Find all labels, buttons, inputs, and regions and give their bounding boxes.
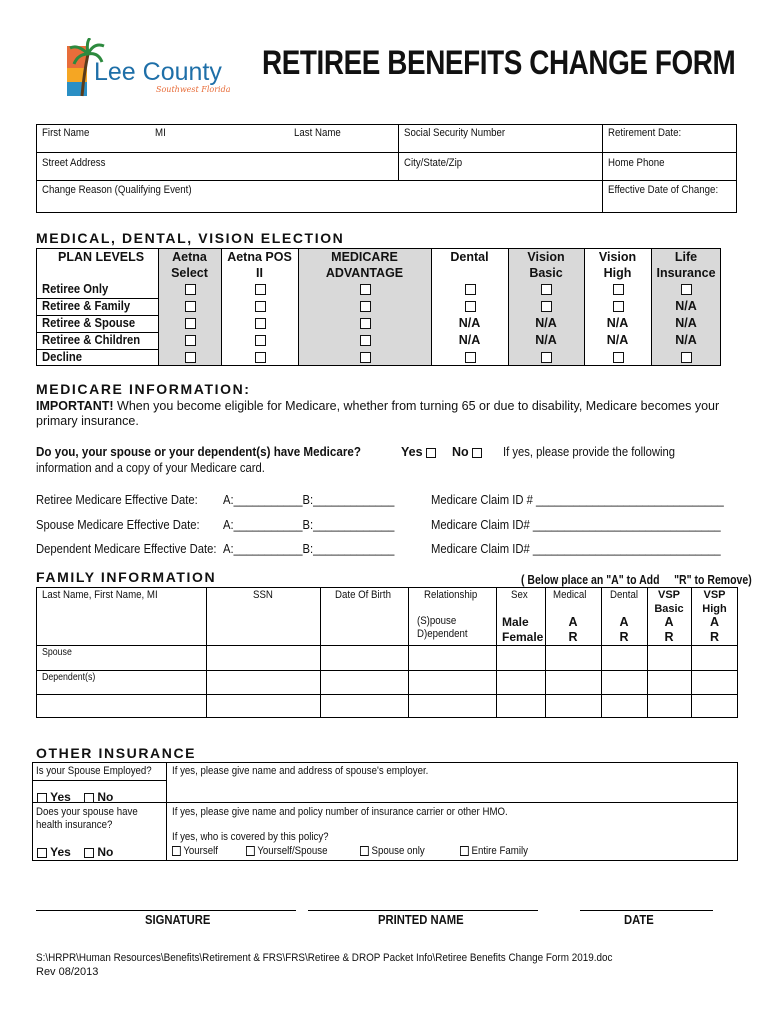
- carrier-detail[interactable]: If yes, please give name and policy number of insurance carrier or other HMO.: [172, 806, 508, 818]
- checkbox-icon: [37, 848, 47, 858]
- col-vsp-basic: VSP Basic: [654, 589, 684, 615]
- printed-name-label: PRINTED NAME: [378, 913, 464, 927]
- na-cell: N/A: [458, 333, 481, 347]
- plan-checkbox[interactable]: [613, 301, 624, 312]
- dental-add-remove: A R: [619, 615, 629, 644]
- plan-checkbox[interactable]: [541, 352, 552, 363]
- plan-checkbox[interactable]: [681, 284, 692, 295]
- vsp-basic-add-remove: A R: [664, 615, 674, 644]
- col-vision-basic: Vision Basic: [527, 250, 565, 280]
- plan-checkbox[interactable]: [681, 352, 692, 363]
- na-cell: N/A: [535, 333, 557, 347]
- plan-checkbox[interactable]: [541, 301, 552, 312]
- retirement-date-field[interactable]: Retirement Date:: [608, 127, 682, 139]
- plan-checkbox[interactable]: [255, 335, 266, 346]
- family-table: [36, 587, 738, 718]
- last-name-field[interactable]: Last Name: [294, 127, 341, 139]
- spouse-health-yes[interactable]: Yes: [37, 845, 71, 859]
- signature-label: SIGNATURE: [145, 913, 211, 927]
- row-retiree-children: Retiree & Children: [42, 333, 141, 347]
- col-dob: Date Of Birth: [335, 589, 391, 601]
- medical-election-heading: MEDICAL, DENTAL, VISION ELECTION: [36, 230, 345, 246]
- retiree-medicare-claim[interactable]: Medicare Claim ID # ______________________________: [431, 493, 724, 507]
- family-note: ( Below place an "A" to Add "R" to Remove): [521, 573, 752, 587]
- dependent-medicare-dates[interactable]: A:___________B:_____________: [223, 542, 395, 556]
- checkbox-icon: [37, 793, 47, 803]
- checkbox-icon: [460, 846, 469, 856]
- opt-spouse-only[interactable]: Spouse only: [360, 845, 425, 857]
- spouse-employed-no[interactable]: No: [84, 790, 113, 804]
- checkbox-icon: [426, 448, 436, 458]
- opt-yourself[interactable]: Yourself: [172, 845, 218, 857]
- row-dependents[interactable]: Dependent(s): [42, 672, 96, 683]
- family-heading: FAMILY INFORMATION: [36, 569, 217, 585]
- plan-checkbox[interactable]: [255, 352, 266, 363]
- plan-checkbox[interactable]: [185, 335, 196, 346]
- rel-dependent: D)ependent: [417, 628, 468, 640]
- row-retiree-spouse: Retiree & Spouse: [42, 316, 136, 330]
- col-vsp-high: VSP High: [702, 589, 727, 615]
- city-state-zip-field[interactable]: City/State/Zip: [404, 157, 463, 169]
- form-title: RETIREE BENEFITS CHANGE FORM: [262, 44, 736, 82]
- medicare-no-option[interactable]: No: [452, 445, 482, 459]
- plan-checkbox[interactable]: [185, 318, 196, 329]
- plan-checkbox[interactable]: [465, 301, 476, 312]
- checkbox-icon: [472, 448, 482, 458]
- plan-checkbox[interactable]: [465, 284, 476, 295]
- row-retiree-family: Retiree & Family: [42, 299, 131, 313]
- spouse-employed-question: Is your Spouse Employed?: [36, 765, 152, 777]
- na-cell: N/A: [606, 333, 629, 347]
- logo-tagline: Southwest Florida: [156, 85, 231, 94]
- plan-checkbox[interactable]: [185, 284, 196, 295]
- checkbox-icon: [84, 793, 94, 803]
- medicare-yes-option[interactable]: Yes: [401, 445, 436, 459]
- footer-rev: Rev 08/2013: [36, 966, 99, 978]
- plan-levels-header: PLAN LEVELS: [58, 250, 145, 264]
- row-decline: Decline: [42, 350, 83, 364]
- street-address-field[interactable]: Street Address: [42, 157, 106, 169]
- medicare-question: Do you, your spouse or your dependent(s) have Medicare?: [36, 445, 361, 459]
- spouse-health-question-2: health insurance?: [36, 819, 113, 831]
- plan-checkbox[interactable]: [360, 284, 371, 295]
- plan-checkbox[interactable]: [255, 318, 266, 329]
- col-sex: Sex: [511, 589, 528, 601]
- col-dental: Dental: [610, 589, 638, 601]
- medicare-if-yes: If yes, please provide the following: [503, 445, 675, 459]
- sex-male: Male: [502, 615, 529, 629]
- checkbox-icon: [84, 848, 94, 858]
- change-reason-field[interactable]: Change Reason (Qualifying Event): [42, 184, 192, 196]
- col-dental: Dental: [450, 250, 489, 264]
- medicare-important: IMPORTANT! When you become eligible for Medicare, whether from turning 65 or due to disability, Medicare becomes your: [36, 399, 720, 413]
- col-relationship: Relationship: [424, 589, 478, 601]
- na-cell: N/A: [458, 316, 481, 330]
- plan-checkbox[interactable]: [541, 284, 552, 295]
- rel-spouse: (S)pouse: [417, 615, 457, 627]
- col-life-insurance: Life Insurance: [656, 250, 716, 280]
- row-retiree-only: Retiree Only: [42, 282, 109, 296]
- plan-checkbox[interactable]: [360, 352, 371, 363]
- mi-field[interactable]: MI: [155, 127, 166, 139]
- spouse-employed-yes[interactable]: Yes: [37, 790, 71, 804]
- plan-checkbox[interactable]: [360, 301, 371, 312]
- medical-add-remove: A R: [568, 615, 578, 644]
- footer-path: S:\HRPR\Human Resources\Benefits\Retirement & FRS\FRS\Retiree & DROP Packet Info\Retiree Benefits Change Form 2019.doc: [36, 952, 613, 964]
- retiree-medicare-dates[interactable]: A:___________B:_____________: [223, 493, 395, 507]
- col-medicare-advantage: MEDICARE ADVANTAGE: [325, 250, 404, 280]
- date-line[interactable]: [580, 910, 713, 911]
- spouse-medicare-dates[interactable]: A:___________B:_____________: [223, 518, 395, 532]
- medicare-important-2: primary insurance.: [36, 414, 139, 428]
- col-vision-high: Vision High: [598, 250, 637, 280]
- first-name-field[interactable]: First Name: [42, 127, 90, 139]
- na-cell: N/A: [675, 299, 697, 313]
- col-medical: Medical: [553, 589, 587, 601]
- checkbox-icon: [246, 846, 255, 856]
- printed-name-line[interactable]: [308, 910, 538, 911]
- plan-checkbox[interactable]: [465, 352, 476, 363]
- checkbox-icon: [360, 846, 369, 856]
- lee-county-logo: [64, 38, 239, 100]
- plan-checkbox[interactable]: [360, 318, 371, 329]
- spouse-medicare-claim[interactable]: Medicare Claim ID# ______________________________: [431, 518, 721, 532]
- plan-checkbox[interactable]: [185, 301, 196, 312]
- checkbox-icon: [172, 846, 181, 856]
- effective-date-field[interactable]: Effective Date of Change:: [608, 184, 719, 196]
- retiree-medicare-label: Retiree Medicare Effective Date:: [36, 493, 198, 507]
- plan-checkbox[interactable]: [360, 335, 371, 346]
- vsp-high-add-remove: A R: [709, 615, 720, 644]
- sex-female: Female: [502, 630, 544, 644]
- spouse-health-no[interactable]: No: [84, 845, 113, 859]
- row-spouse[interactable]: Spouse: [42, 647, 72, 658]
- col-aetna-pos: Aetna POS II: [227, 250, 292, 280]
- logo-text: Lee County: [94, 58, 222, 86]
- medicare-heading: MEDICARE INFORMATION:: [36, 381, 251, 397]
- date-label: DATE: [624, 913, 654, 927]
- plan-checkbox[interactable]: [613, 284, 624, 295]
- col-name: Last Name, First Name, MI: [42, 589, 158, 601]
- col-ssn: SSN: [253, 589, 273, 601]
- spouse-health-question-1: Does your spouse have: [36, 806, 138, 818]
- opt-yourself-spouse[interactable]: Yourself/Spouse: [246, 845, 327, 857]
- spouse-medicare-label: Spouse Medicare Effective Date:: [36, 518, 200, 532]
- dependent-medicare-claim[interactable]: Medicare Claim ID# ______________________________: [431, 542, 721, 556]
- coverage-question: If yes, who is covered by this policy?: [172, 831, 329, 843]
- opt-entire-family[interactable]: Entire Family: [460, 845, 528, 857]
- ssn-field[interactable]: Social Security Number: [404, 127, 506, 139]
- signature-line[interactable]: [36, 910, 296, 911]
- plan-checkbox[interactable]: [255, 284, 266, 295]
- plan-checkbox[interactable]: [185, 352, 196, 363]
- col-aetna-select: Aetna Select: [171, 250, 208, 280]
- na-cell: N/A: [675, 333, 697, 347]
- na-cell: N/A: [675, 316, 697, 330]
- spouse-employer-detail[interactable]: If yes, please give name and address of spouse's employer.: [172, 765, 429, 777]
- na-cell: N/A: [606, 316, 629, 330]
- home-phone-field[interactable]: Home Phone: [608, 157, 665, 169]
- plan-checkbox[interactable]: [255, 301, 266, 312]
- plan-checkbox[interactable]: [613, 352, 624, 363]
- medicare-if-yes-2: information and a copy of your Medicare card.: [36, 461, 265, 475]
- other-insurance-heading: OTHER INSURANCE: [36, 745, 197, 761]
- na-cell: N/A: [535, 316, 557, 330]
- dependent-medicare-label: Dependent Medicare Effective Date:: [36, 542, 217, 556]
